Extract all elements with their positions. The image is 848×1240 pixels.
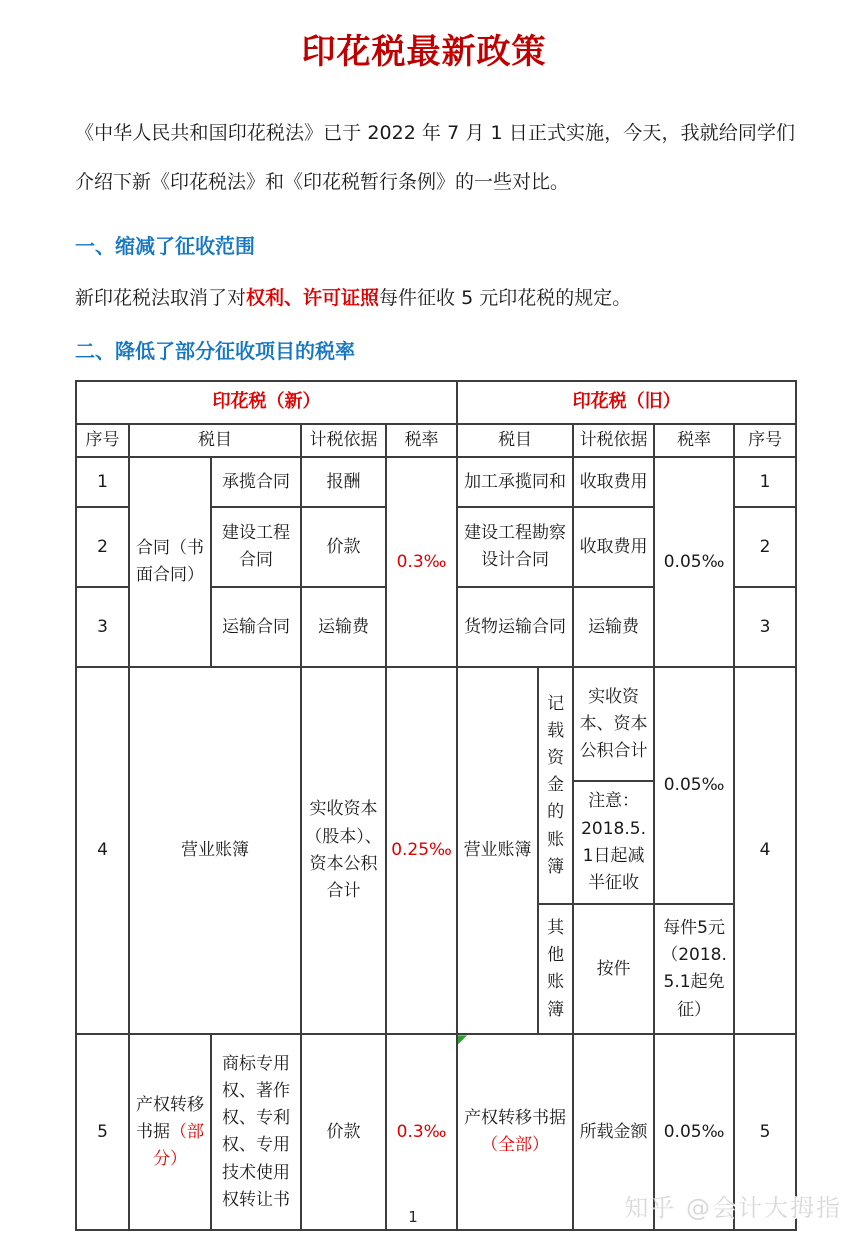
cell-r1-basis-old: 收取费用 bbox=[573, 457, 654, 507]
cell-r5-item-new-black: 产权转移书据 bbox=[136, 1094, 204, 1142]
cell-r2-basis-new: 价款 bbox=[301, 507, 386, 587]
cell-r3-basis-new: 运输费 bbox=[301, 587, 386, 667]
cell-r2-basis-old: 收取费用 bbox=[573, 507, 654, 587]
section1-text-highlight: 权利、许可证照 bbox=[246, 286, 380, 309]
intro-paragraph: 《中华人民共和国印花税法》已于 2022 年 7 月 1 日正式实施，今天，我就给同学们介绍下新《印花税法》和《印花税暂行条例》的一些对比。 bbox=[75, 122, 795, 194]
page-number: 1 bbox=[408, 1208, 418, 1226]
cell-r5-no-new: 5 bbox=[76, 1034, 129, 1230]
cell-contract-group: 合同（书面合同） bbox=[129, 457, 211, 667]
cell-r4-rate-old-other: 每件5元（2018.5.1起免征） bbox=[654, 904, 734, 1034]
table-row-4a bbox=[76, 667, 796, 781]
watermark: 知乎 @会计大拇指 bbox=[624, 1194, 842, 1222]
section1-text-post: 每件征收 5 元印花税的规定。 bbox=[379, 286, 632, 309]
cell-r5-rate-old: 0.05‰ bbox=[654, 1034, 734, 1230]
cell-r3-no-new: 3 bbox=[76, 587, 129, 667]
section1-text-pre: 新印花税法取消了对 bbox=[75, 286, 247, 309]
cell-r2-no-new: 2 bbox=[76, 507, 129, 587]
cell-r4-basis-old-capital: 实收资本、资本公积合计 bbox=[573, 667, 654, 781]
cell-r2-item-old: 建设工程勘察设计合同 bbox=[457, 507, 573, 587]
cell-r3-item-new: 运输合同 bbox=[211, 587, 301, 667]
section2-heading: 二、降低了部分征收项目的税率 bbox=[75, 339, 355, 364]
cell-r4-rate-old-capital: 0.05‰ bbox=[654, 667, 734, 904]
cell-r5-basis-new: 价款 bbox=[301, 1034, 386, 1230]
col-header-rate-new: 税率 bbox=[386, 424, 457, 457]
cell-r5-no-old: 5 bbox=[734, 1034, 796, 1230]
cell-r4-item-old: 营业账簿 bbox=[457, 667, 538, 1034]
section1-paragraph bbox=[75, 283, 795, 313]
col-header-item-new: 税目 bbox=[129, 424, 301, 457]
cell-r5-basis-old: 所载金额 bbox=[573, 1034, 654, 1230]
cell-r4-note-half-levy: 注意：2018.5.1日起减半征收 bbox=[573, 781, 654, 904]
col-header-index-old: 序号 bbox=[734, 424, 796, 457]
cell-r123-rate-old: 0.05‰ bbox=[654, 457, 734, 667]
col-header-basis-old: 计税依据 bbox=[573, 424, 654, 457]
cell-r5-item-old bbox=[457, 1034, 573, 1230]
cell-r3-basis-old: 运输费 bbox=[573, 587, 654, 667]
stamp-tax-comparison-table bbox=[75, 380, 797, 1231]
cell-r3-item-old: 货物运输合同 bbox=[457, 587, 573, 667]
cell-r2-item-new: 建设工程合同 bbox=[211, 507, 301, 587]
cell-r4-basis-old-other: 按件 bbox=[573, 904, 654, 1034]
col-header-rate-old: 税率 bbox=[654, 424, 734, 457]
cell-r1-no-old: 1 bbox=[734, 457, 796, 507]
table-group-header-row bbox=[76, 381, 796, 424]
cell-r5-subitem-new: 商标专用权、著作权、专利权、专用技术使用权转让书 bbox=[211, 1034, 301, 1230]
cell-r3-no-old: 3 bbox=[734, 587, 796, 667]
cell-r5-item-old-black: 产权转移书据 bbox=[464, 1108, 567, 1129]
cell-r5-rate-new: 0.3‰ bbox=[386, 1034, 457, 1230]
table-column-header-row bbox=[76, 424, 796, 457]
cell-r1-item-old: 加工承揽同和 bbox=[457, 457, 573, 507]
cell-r1-no-new: 1 bbox=[76, 457, 129, 507]
cell-r5-item-new-red: （部分） bbox=[153, 1121, 204, 1169]
header-old-tax: 印花税（旧） bbox=[457, 381, 796, 424]
cell-r123-rate-new: 0.3‰ bbox=[386, 457, 457, 667]
table-row-1 bbox=[76, 457, 796, 507]
cell-r1-item-new: 承揽合同 bbox=[211, 457, 301, 507]
col-header-item-old: 税目 bbox=[457, 424, 573, 457]
col-header-basis-new: 计税依据 bbox=[301, 424, 386, 457]
cell-r4-no-new: 4 bbox=[76, 667, 129, 1034]
cell-r4-no-old: 4 bbox=[734, 667, 796, 1034]
cell-r4-sublabel-capital-books: 记载资金的账簿 bbox=[538, 667, 573, 904]
cell-r4-sublabel-other-books: 其他账簿 bbox=[538, 904, 573, 1034]
page-title: 印花税最新政策 bbox=[301, 32, 547, 72]
green-comment-marker-icon bbox=[458, 1035, 467, 1044]
header-new-tax: 印花税（新） bbox=[76, 381, 457, 424]
cell-r4-rate-new: 0.25‰ bbox=[386, 667, 457, 1034]
section1-heading: 一、缩减了征收范围 bbox=[75, 233, 255, 258]
cell-r4-item-new: 营业账簿 bbox=[129, 667, 301, 1034]
cell-r2-no-old: 2 bbox=[734, 507, 796, 587]
col-header-index-new: 序号 bbox=[76, 424, 129, 457]
cell-r4-basis-new: 实收资本（股本）、资本公积合计 bbox=[301, 667, 386, 1034]
cell-r1-basis-new: 报酬 bbox=[301, 457, 386, 507]
cell-r5-item-old-red: （全部） bbox=[481, 1135, 550, 1156]
cell-r5-item-new bbox=[129, 1034, 211, 1230]
